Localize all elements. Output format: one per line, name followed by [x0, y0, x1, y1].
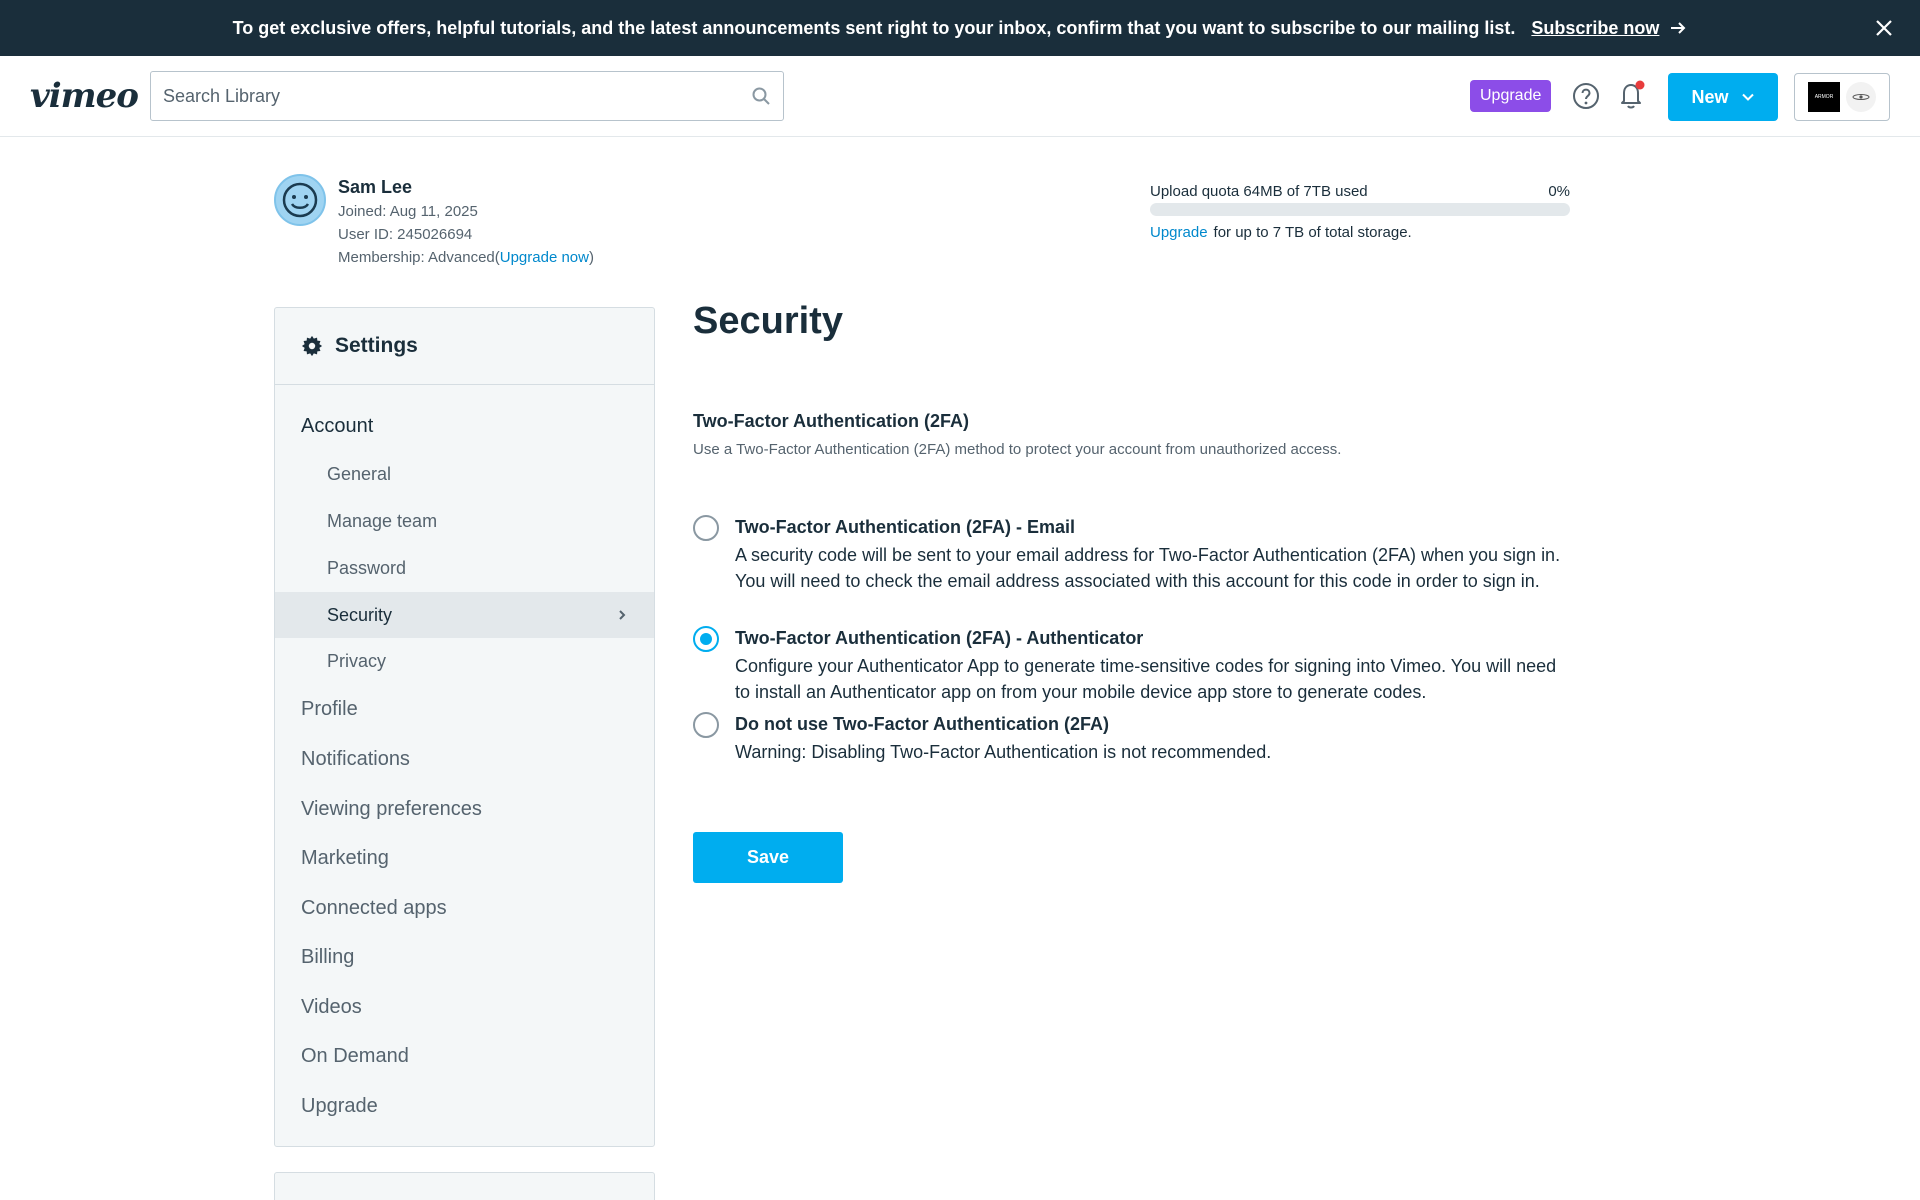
sidebar-link-notifications[interactable]: Notifications	[301, 748, 410, 770]
notifications-bell-icon[interactable]	[1618, 80, 1646, 110]
subscribe-banner	[0, 0, 1920, 56]
sidebar-title: Settings	[335, 334, 418, 357]
user-avatar	[274, 174, 326, 226]
secondary-sidebar-panel	[274, 1172, 655, 1200]
quota-note	[1150, 224, 1412, 241]
sidebar-item-general[interactable]	[275, 451, 654, 497]
quota-note-text: for up to 7 TB of total storage.	[1213, 224, 1412, 241]
membership-suffix: )	[588, 249, 594, 266]
team-avatar-icon	[1851, 92, 1871, 102]
radio-2fa-email[interactable]	[693, 515, 719, 541]
sidebar-link-on-demand[interactable]: On Demand	[301, 1045, 409, 1067]
membership	[338, 249, 594, 266]
option-description: Warning: Disabling Two-Factor Authentication is not recommended.	[735, 742, 1272, 762]
new-button[interactable]	[1668, 73, 1778, 121]
new-button-label: New	[1691, 86, 1729, 107]
search-box[interactable]	[150, 71, 784, 121]
save-button[interactable]: Save	[693, 832, 843, 883]
top-header	[0, 56, 1920, 137]
section-title: Two-Factor Authentication (2FA)	[693, 411, 969, 431]
search-icon[interactable]	[751, 86, 771, 106]
sidebar-link-marketing[interactable]: Marketing	[301, 847, 389, 869]
section-description: Use a Two-Factor Authentication (2FA) method to protect your account from unauthorized access.	[693, 441, 1342, 458]
sidebar-item-label: Password	[327, 557, 407, 578]
user-name: Sam Lee	[338, 177, 413, 197]
close-icon[interactable]	[1872, 16, 1896, 40]
chevron-down-icon	[1741, 90, 1755, 104]
sidebar-item-manage-team[interactable]	[275, 498, 654, 544]
sidebar-item-security[interactable]	[275, 592, 654, 638]
sidebar-link-connected-apps[interactable]: Connected apps	[301, 897, 447, 919]
page-title: Security	[693, 300, 843, 342]
sidebar-link-upgrade[interactable]: Upgrade	[301, 1095, 378, 1117]
option-title: Two-Factor Authentication (2FA) - Email	[735, 517, 1076, 537]
help-icon[interactable]	[1572, 82, 1600, 110]
arrow-right-icon[interactable]	[1669, 19, 1687, 37]
team-logo-armor: ARMOR	[1808, 82, 1840, 112]
subscribe-now-link[interactable]: Subscribe now	[1531, 17, 1660, 38]
sidebar-item-label: Manage team	[327, 510, 438, 531]
sidebar-item-privacy[interactable]	[275, 638, 654, 684]
upload-quota-percent: 0%	[1548, 183, 1570, 200]
gear-icon	[301, 335, 323, 357]
upload-quota-bar	[1150, 203, 1570, 216]
smiley-face-icon	[276, 176, 324, 224]
user-id: User ID: 245026694	[338, 226, 473, 243]
banner-message: To get exclusive offers, helpful tutorials, and the latest announcements sent right to your inbox, confirm that you want to subscribe to our mailing list.	[232, 17, 1516, 38]
quota-upgrade-link[interactable]: Upgrade	[1150, 224, 1208, 241]
upgrade-button[interactable]: Upgrade	[1470, 80, 1551, 112]
team-switcher[interactable]	[1794, 73, 1890, 121]
settings-sidebar	[274, 307, 655, 1147]
team-logo-secondary	[1846, 82, 1876, 112]
chevron-right-icon	[616, 608, 628, 622]
sidebar-item-label: Security	[327, 604, 393, 625]
upgrade-now-link[interactable]: Upgrade now	[499, 249, 589, 266]
sidebar-item-label: Privacy	[327, 650, 387, 671]
joined-date: Joined: Aug 11, 2025	[338, 203, 478, 220]
sidebar-link-videos[interactable]: Videos	[301, 996, 362, 1018]
sidebar-item-password[interactable]	[275, 545, 654, 591]
sidebar-link-billing[interactable]: Billing	[301, 946, 355, 968]
upload-quota-label: Upload quota 64MB of 7TB used	[1150, 183, 1368, 200]
option-description: A security code will be sent to your email address for Two-Factor Authentication (2FA) when you sign in. You will need to check the email address associated with this account for this code in order to sign in.	[735, 545, 1561, 591]
option-description: Configure your Authenticator App to generate time-sensitive codes for signing into Vimeo. You will need to install an Authenticator app on from your mobile device app store to generate codes.	[735, 656, 1557, 702]
option-title: Do not use Two-Factor Authentication (2FA)	[735, 714, 1109, 734]
sidebar-item-label: General	[327, 463, 392, 484]
sidebar-header	[275, 308, 654, 385]
sidebar-link-profile[interactable]: Profile	[301, 698, 358, 720]
search-input[interactable]	[163, 86, 751, 107]
radio-no-2fa[interactable]	[693, 712, 719, 738]
sidebar-link-viewing-preferences[interactable]: Viewing preferences	[301, 798, 482, 820]
vimeo-logo[interactable]: vimeo	[30, 76, 138, 116]
sidebar-group-account[interactable]: Account	[301, 415, 374, 437]
membership-prefix: Membership: Advanced(	[338, 249, 500, 266]
option-title: Two-Factor Authentication (2FA) - Authenticator	[735, 628, 1144, 648]
radio-2fa-authenticator[interactable]	[693, 626, 719, 652]
